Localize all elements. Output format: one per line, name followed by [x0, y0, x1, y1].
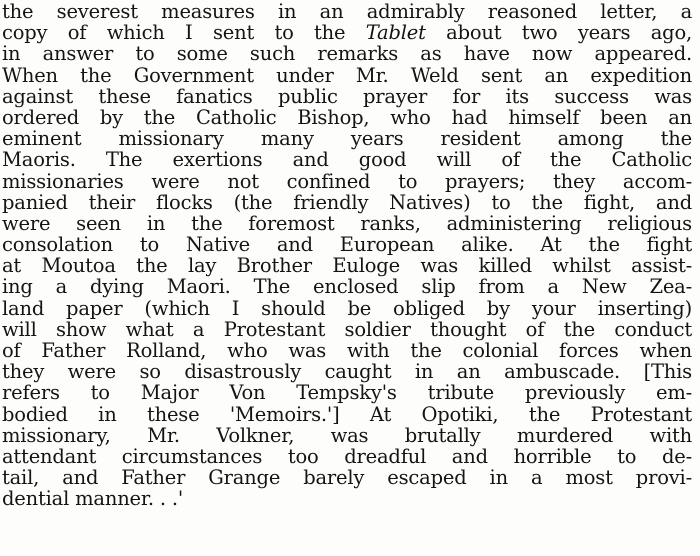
- text-line: land paper (which I should be obliged by your inserting): [2, 296, 692, 320]
- text-line: When the Government under Mr. Weld sent an expedition: [2, 63, 692, 87]
- text-line: in answer to some such remarks as have now appeared.: [2, 42, 692, 66]
- text-line: they were so disastrously caught in an ambuscade. [This: [2, 360, 692, 384]
- text-line-with-italic-title: [2, 22, 692, 43]
- text-line: will show what a Protestant soldier thought of the conduct: [2, 317, 692, 341]
- text-line: against these fanatics public prayer for its success was: [2, 84, 692, 108]
- text-line: ing a dying Maori. The enclosed slip from a New Zea-: [2, 275, 692, 299]
- text-line: attendant circumstances too dreadful and horrible to de-: [2, 444, 692, 468]
- text-line: the severest measures in an admirably reasoned letter, a: [2, 0, 692, 23]
- text-line: eminent missionary many years resident among the: [2, 127, 692, 151]
- text-segment: about two years ago,: [425, 21, 693, 45]
- text-line: ordered by the Catholic Bishop, who had himself been an: [2, 105, 692, 129]
- text-line: bodied in these 'Memoirs.'] At Opotiki, the Protestant: [2, 402, 692, 426]
- text-line: were seen in the foremost ranks, administering religious: [2, 211, 692, 235]
- text-line: missionary, Mr. Volkner, was brutally murdered with: [2, 423, 692, 447]
- text-line: of Father Rolland, who was with the colonial forces when: [2, 339, 692, 362]
- text-line: panied their flocks (the friendly Natives) to the fight, and: [2, 190, 692, 214]
- text-segment: copy of which I sent to the: [2, 21, 366, 45]
- text-line: consolation to Native and European alike. At the fight: [2, 233, 692, 257]
- publication-title: Tablet: [365, 21, 426, 45]
- text-line: at Moutoa the lay Brother Euloge was killed whilst assist-: [2, 254, 692, 278]
- text-line: Maoris. The exertions and good will of the Catholic: [2, 148, 692, 172]
- document-text: [2, 1, 692, 510]
- text-line-last: dential manner. . .': [2, 487, 184, 511]
- text-line: missionaries were not confined to prayers; they accom-: [2, 169, 692, 193]
- text-line: tail, and Father Grange barely escaped in a most provi-: [2, 466, 692, 490]
- text-line: refers to Major Von Tempsky's tribute previously em-: [2, 381, 692, 405]
